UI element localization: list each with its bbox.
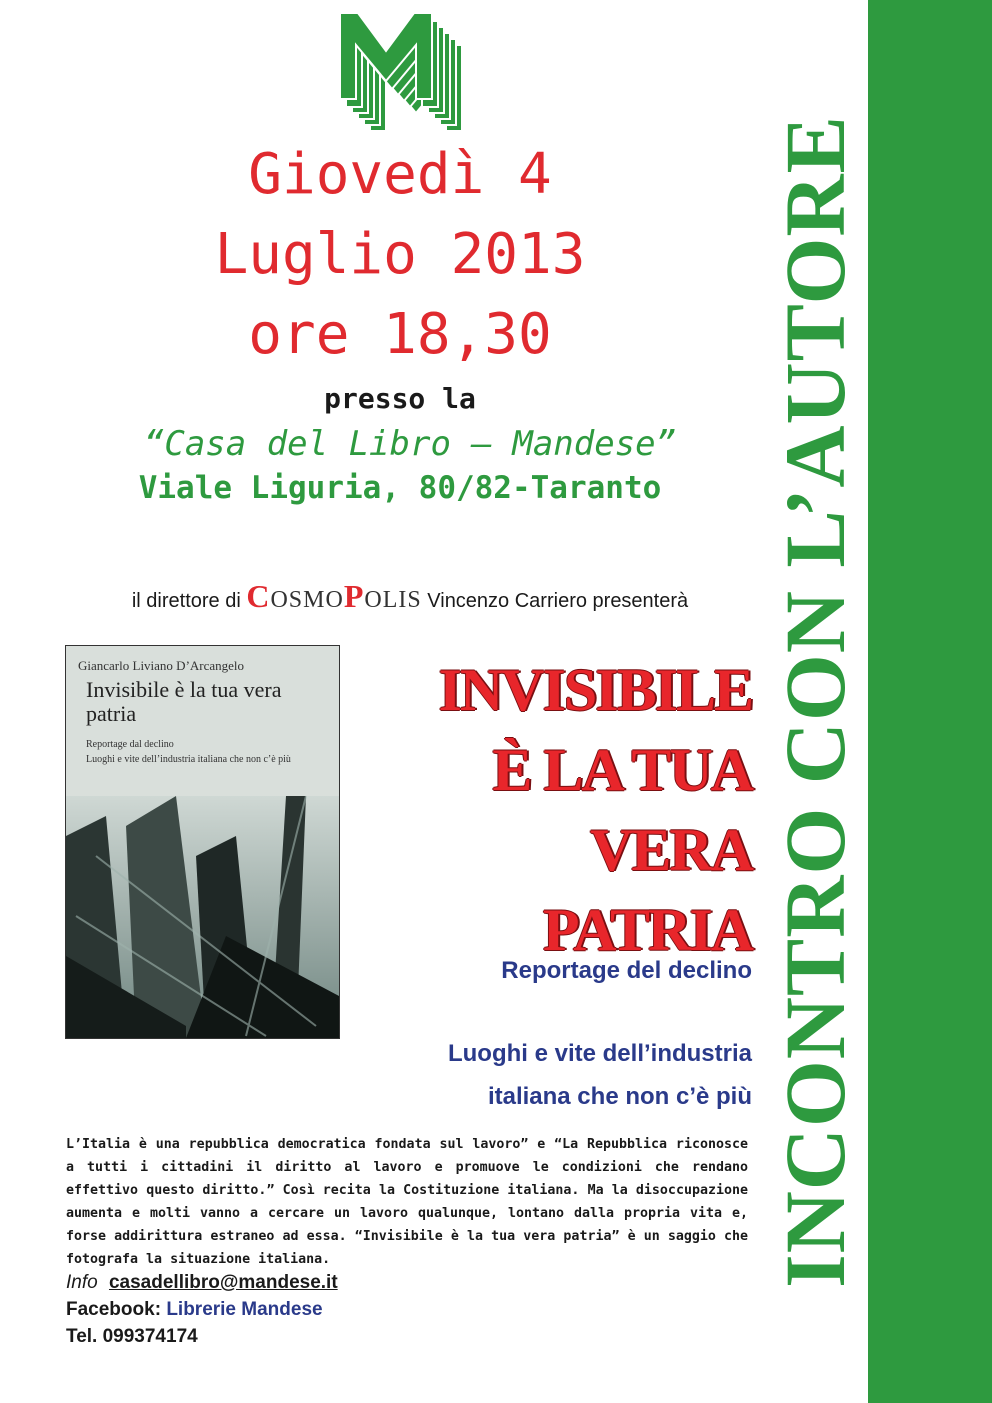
cover-photo (66, 796, 339, 1038)
description-paragraph: L’Italia è una repubblica democratica fondata sul lavoro” e “La Repubblica riconosce a tutti i cittadini il diritto al lavoro e promuove le condizioni che rendano effettivo questo diritto.” Così recita la Costituzione italiana. Ma la disoccupazione aumenta e molti vanno a cercare un lavoro qualunque, lontano dalla propria vita e, forse addirittura estraneo ad essa. “Invisibile è la tua vera patria” è un saggio che fotografa la situazione italiana. (66, 1137, 748, 1267)
book-subtitle: Reportage del declino (501, 957, 752, 984)
book-tagline-2: italiana che non c’è più (487, 1083, 752, 1110)
contact-email-line (66, 1272, 338, 1294)
cover-subtitle-2: Luoghi e vite dell’industria italiana che non c’è più (86, 754, 291, 765)
telephone: Tel. 099374174 (66, 1326, 198, 1347)
cover-author: Giancarlo Liviano D’Arcangelo (78, 658, 245, 673)
cover-subtitle: Reportage dal declino (86, 739, 174, 750)
venue-address: Viale Liguria, 80/82-Taranto (138, 470, 662, 506)
mandese-logo-icon (330, 5, 470, 135)
event-month-year: Luglio 2013 (214, 222, 586, 287)
facebook-label: Facebook: (66, 1299, 162, 1320)
presenter-suffix: Vincenzo Carriero presenterà (427, 590, 689, 612)
book-cover-image (65, 645, 340, 1039)
presso-label: presso la (324, 382, 476, 415)
event-day: Giovedì 4 (248, 142, 552, 207)
info-label: Info (66, 1272, 98, 1293)
event-time: ore 18,30 (248, 302, 552, 367)
cosmopolis-logo: COSMOPOLIS (246, 578, 422, 614)
green-side-stripe (868, 0, 992, 1403)
presenter-prefix: il direttore di (131, 590, 241, 612)
facebook-link[interactable]: Librerie Mandese (166, 1299, 323, 1320)
book-title: INVISIBILE È LA TUA VERA PATRIA (438, 657, 752, 963)
cover-title: Invisibile è la tua vera patria (86, 677, 282, 726)
venue-name: “Casa del Libro – Mandese” (143, 424, 677, 464)
banner-text: INCONTRO CON L’AUTORE (767, 115, 863, 1288)
vertical-banner (760, 0, 870, 1403)
presenter-line (30, 578, 790, 615)
facebook-line (66, 1299, 323, 1321)
email-link[interactable]: casadellibro@mandese.it (108, 1272, 338, 1293)
book-tagline-1: Luoghi e vite dell’industria (447, 1040, 752, 1067)
